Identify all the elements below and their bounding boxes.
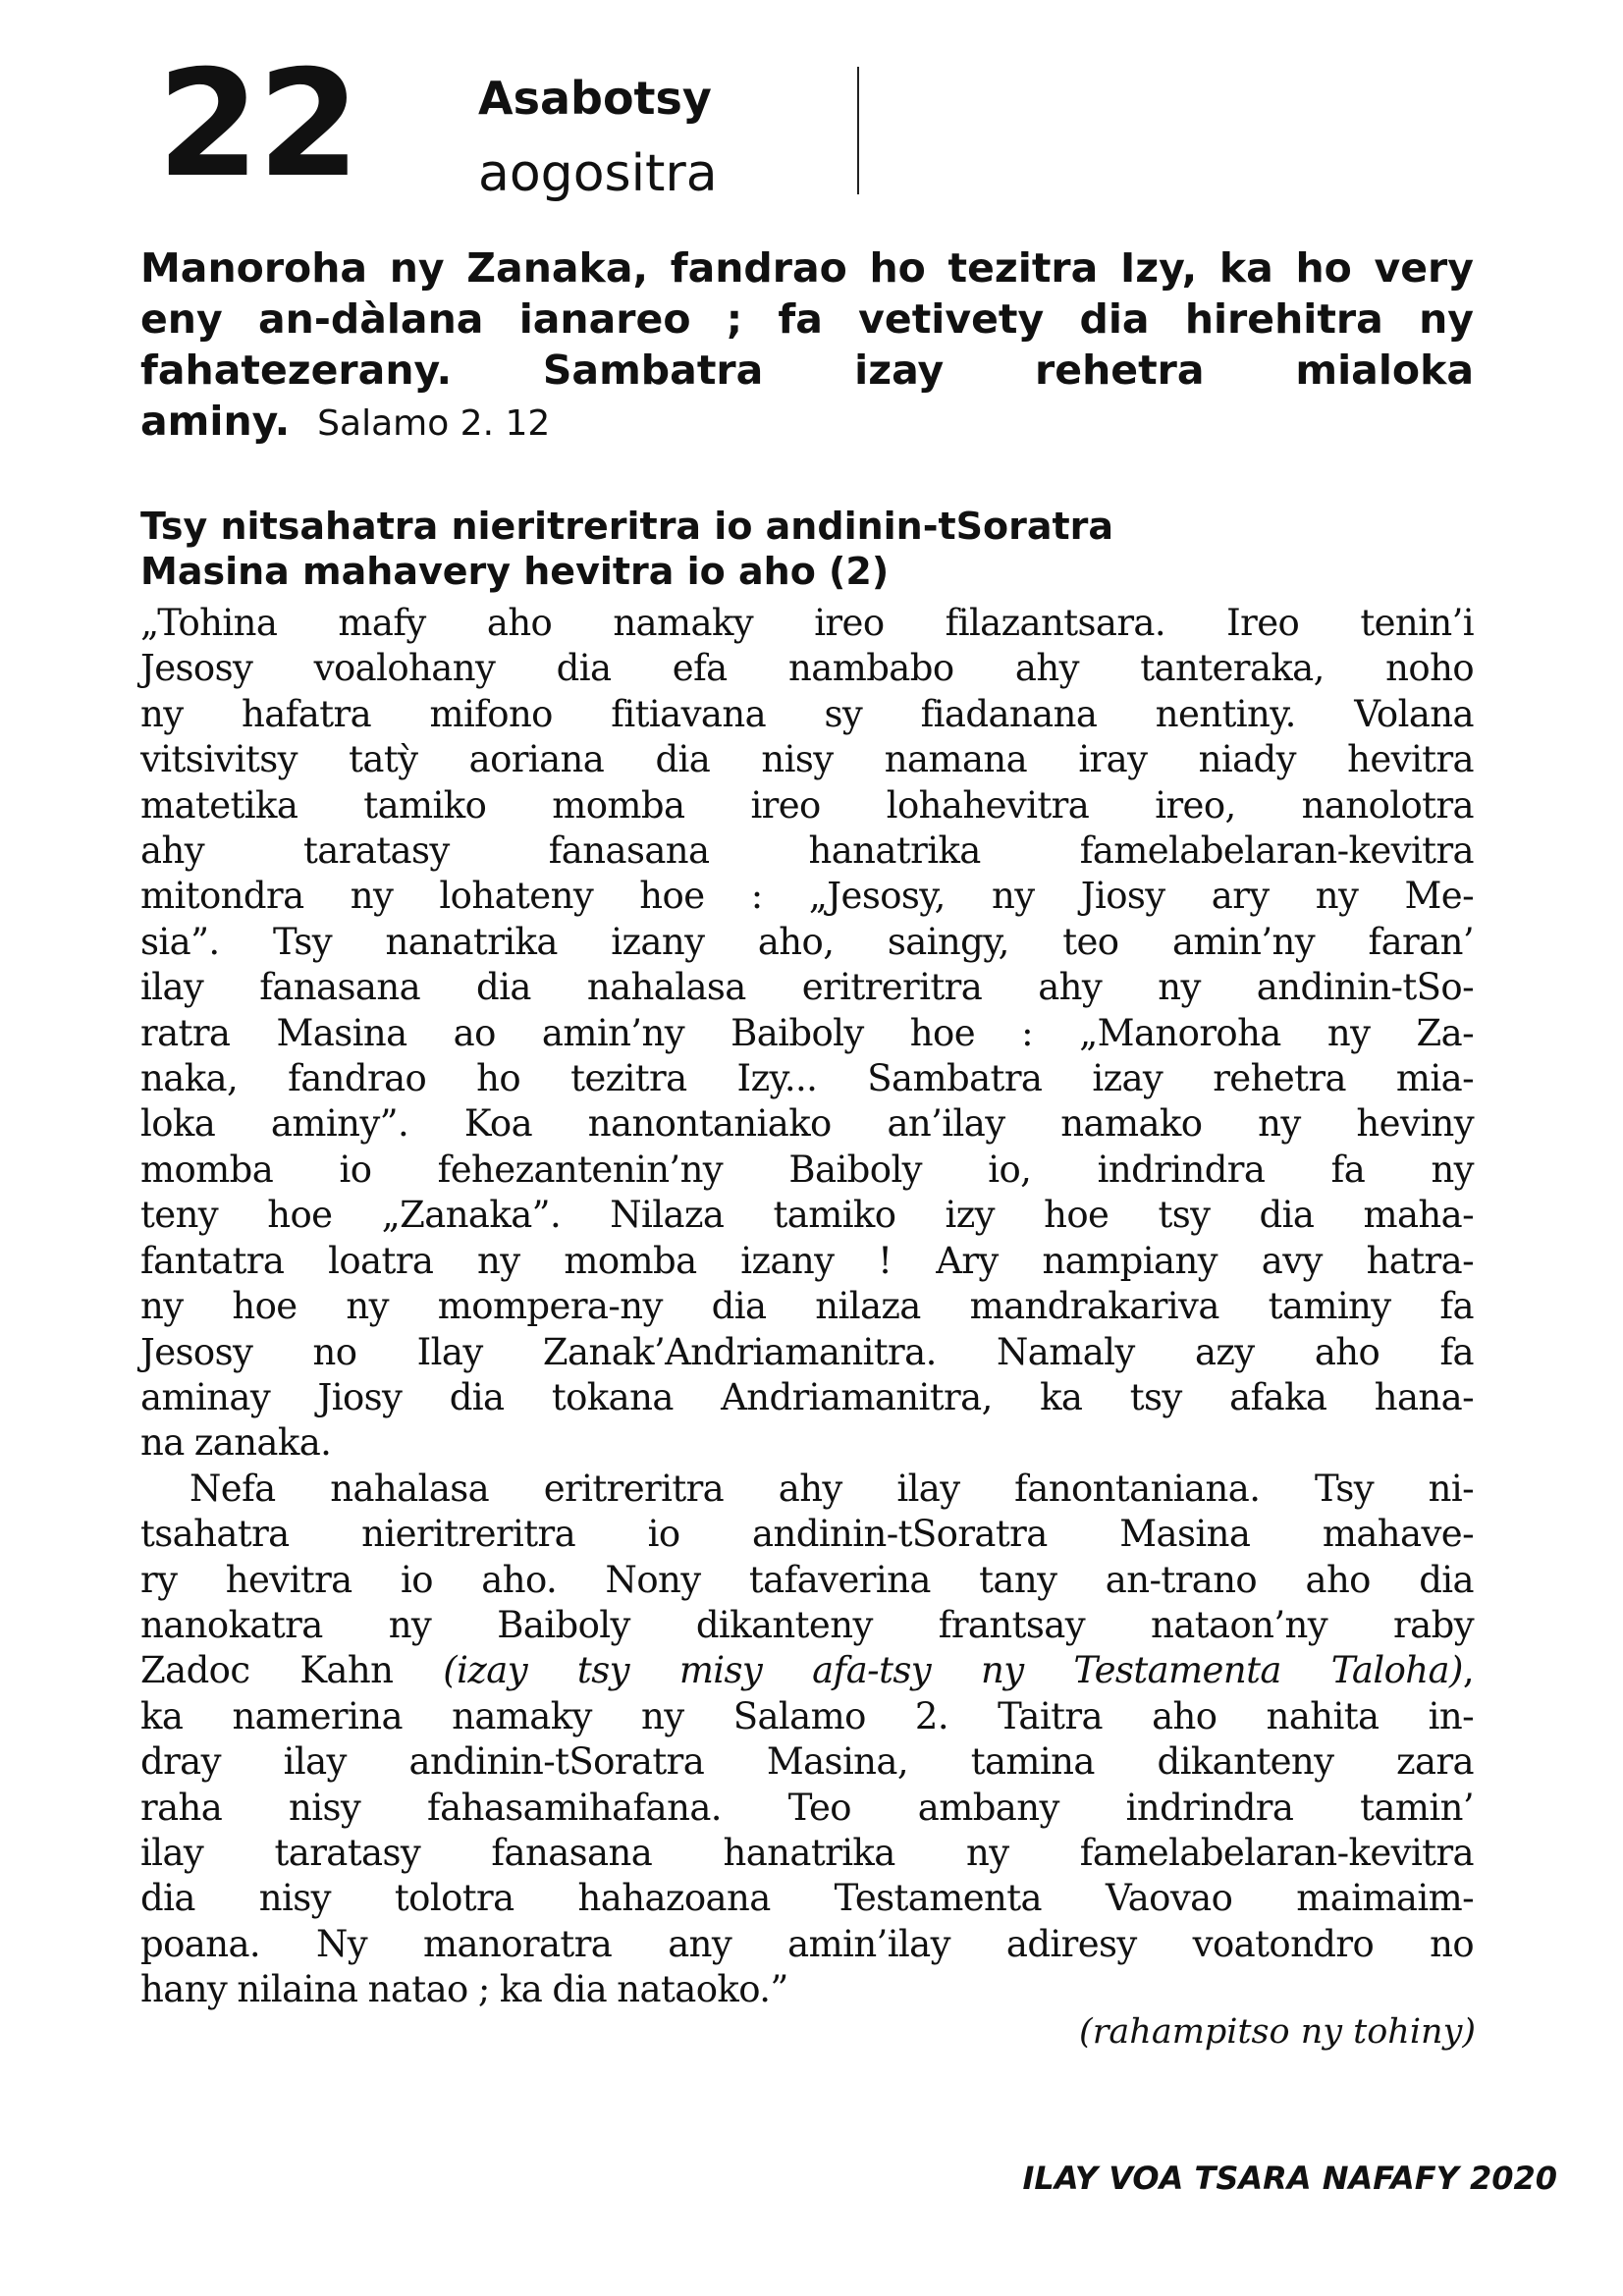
body-line: ry hevitra io aho. Nony tafaverina tany an-trano aho dia — [140, 1558, 1474, 1601]
body-line: ilay fanasana dia nahalasa eritreritra ahy ny andinin-tSo- — [140, 966, 1474, 1009]
body-text: , — [1462, 1649, 1474, 1692]
body-line: loka aminy”. Koa nanontaniako an’ilay namako ny heviny — [140, 1102, 1474, 1146]
body-line: naka, fandrao ho tezitra Izy... Sambatra izay rehetra mia- — [140, 1057, 1474, 1100]
body-line: dray ilay andinin-tSoratra Masina, tamina dikanteny zara — [140, 1740, 1474, 1784]
closing-note: (rahampitso ny tohiny) — [1079, 2012, 1476, 2052]
body-line: Jesosy voalohany dia efa nambabo ahy tanteraka, noho — [140, 647, 1474, 690]
footer-publication: ILAY VOA TSARA NAFAFY 2020 — [1022, 2160, 1557, 2197]
body-line: ka namerina namaky ny Salamo 2. Taitra aho nahita in- — [140, 1694, 1474, 1737]
italic-aside: (izay tsy misy afa-tsy ny Testamenta Taloha) — [443, 1649, 1463, 1692]
body-line: Jesosy no Ilay Zanak’Andriamanitra. Namaly azy aho fa — [140, 1330, 1474, 1373]
body-line: hany nilaina natao ; ka dia nataoko.” — [140, 1968, 788, 2011]
body-line: aminay Jiosy dia tokana Andriamanitra, ka tsy afaka hana- — [140, 1375, 1474, 1418]
day-number: 22 — [157, 39, 358, 210]
body-line: ratra Masina ao amin’ny Baiboly hoe : „Manoroha ny Za- — [140, 1011, 1474, 1054]
body-line: Nefa nahalasa eritreritra ahy ilay fanontaniana. Tsy ni- — [189, 1467, 1474, 1510]
header-divider — [857, 67, 859, 194]
body-line: „Tohina mafy aho namaky ireo filazantsara. Ireo tenin’i — [140, 602, 1474, 644]
article-title — [140, 504, 1495, 594]
body-line: fantatra loatra ny momba izany ! Ary nampiany avy hatra- — [140, 1239, 1474, 1282]
body-line-with-italic — [140, 1648, 1474, 1693]
article-body — [140, 601, 1474, 2013]
body-line: raha nisy fahasamihafana. Teo ambany indrindra tamin’ — [140, 1786, 1474, 1829]
daily-verse — [140, 242, 1474, 450]
body-line: momba io fehezantenin’ny Baiboly io, indrindra fa ny — [140, 1148, 1474, 1191]
body-line: sia”. Tsy nanatrika izany aho, saingy, teo amin’ny faran’ — [140, 920, 1474, 963]
weekday-label: Asabotsy — [478, 72, 712, 125]
body-line: mitondra ny lohateny hoe : „Jesosy, ny Jiosy ary ny Me- — [140, 875, 1474, 918]
body-line: ilay taratasy fanasana hanatrika ny famelabelaran-kevitra — [140, 1831, 1474, 1874]
body-line: nanokatra ny Baiboly dikanteny frantsay nataon’ny raby — [140, 1603, 1474, 1646]
body-line: ny hoe ny mompera-ny dia nilaza mandrakariva taminy fa — [140, 1285, 1474, 1328]
body-line: tsahatra nieritreritra io andinin-tSoratra Masina mahave- — [140, 1513, 1474, 1556]
body-line: ny hafatra mifono fitiavana sy fiadanana nentiny. Volana — [140, 692, 1474, 735]
body-line: na zanaka. — [140, 1421, 332, 1465]
month-label: aogositra — [478, 144, 718, 203]
body-line: ahy taratasy fanasana hanatrika famelabelaran-kevitra — [140, 829, 1474, 873]
body-line: matetika tamiko momba ireo lohahevitra ireo, nanolotra — [140, 783, 1474, 827]
article-title-line: Tsy nitsahatra nieritreritra io andinin-tSoratra — [140, 505, 1114, 548]
body-line: teny hoe „Zanaka”. Nilaza tamiko izy hoe tsy dia maha- — [140, 1194, 1474, 1237]
body-text: Zadoc Kahn — [140, 1649, 394, 1692]
body-line: dia nisy tolotra hahazoana Testamenta Vaovao maimaim- — [140, 1877, 1474, 1920]
article-title-line: Masina mahavery hevitra io aho (2) — [140, 550, 890, 593]
body-line: vitsivitsy tatỳ aoriana dia nisy namana iray niady hevitra — [140, 738, 1474, 781]
verse-reference: Salamo 2. 12 — [317, 403, 551, 444]
verse-text: Manoroha ny Zanaka, fandrao ho tezitra Izy, ka ho very eny an-dàlana ianareo ; fa vetivety dia hirehitra ny fahatezerany. Sambatra izay rehetra mialoka aminy. — [140, 244, 1474, 445]
body-line: poana. Ny manoratra any amin’ilay adiresy voatondro no — [140, 1922, 1474, 1965]
